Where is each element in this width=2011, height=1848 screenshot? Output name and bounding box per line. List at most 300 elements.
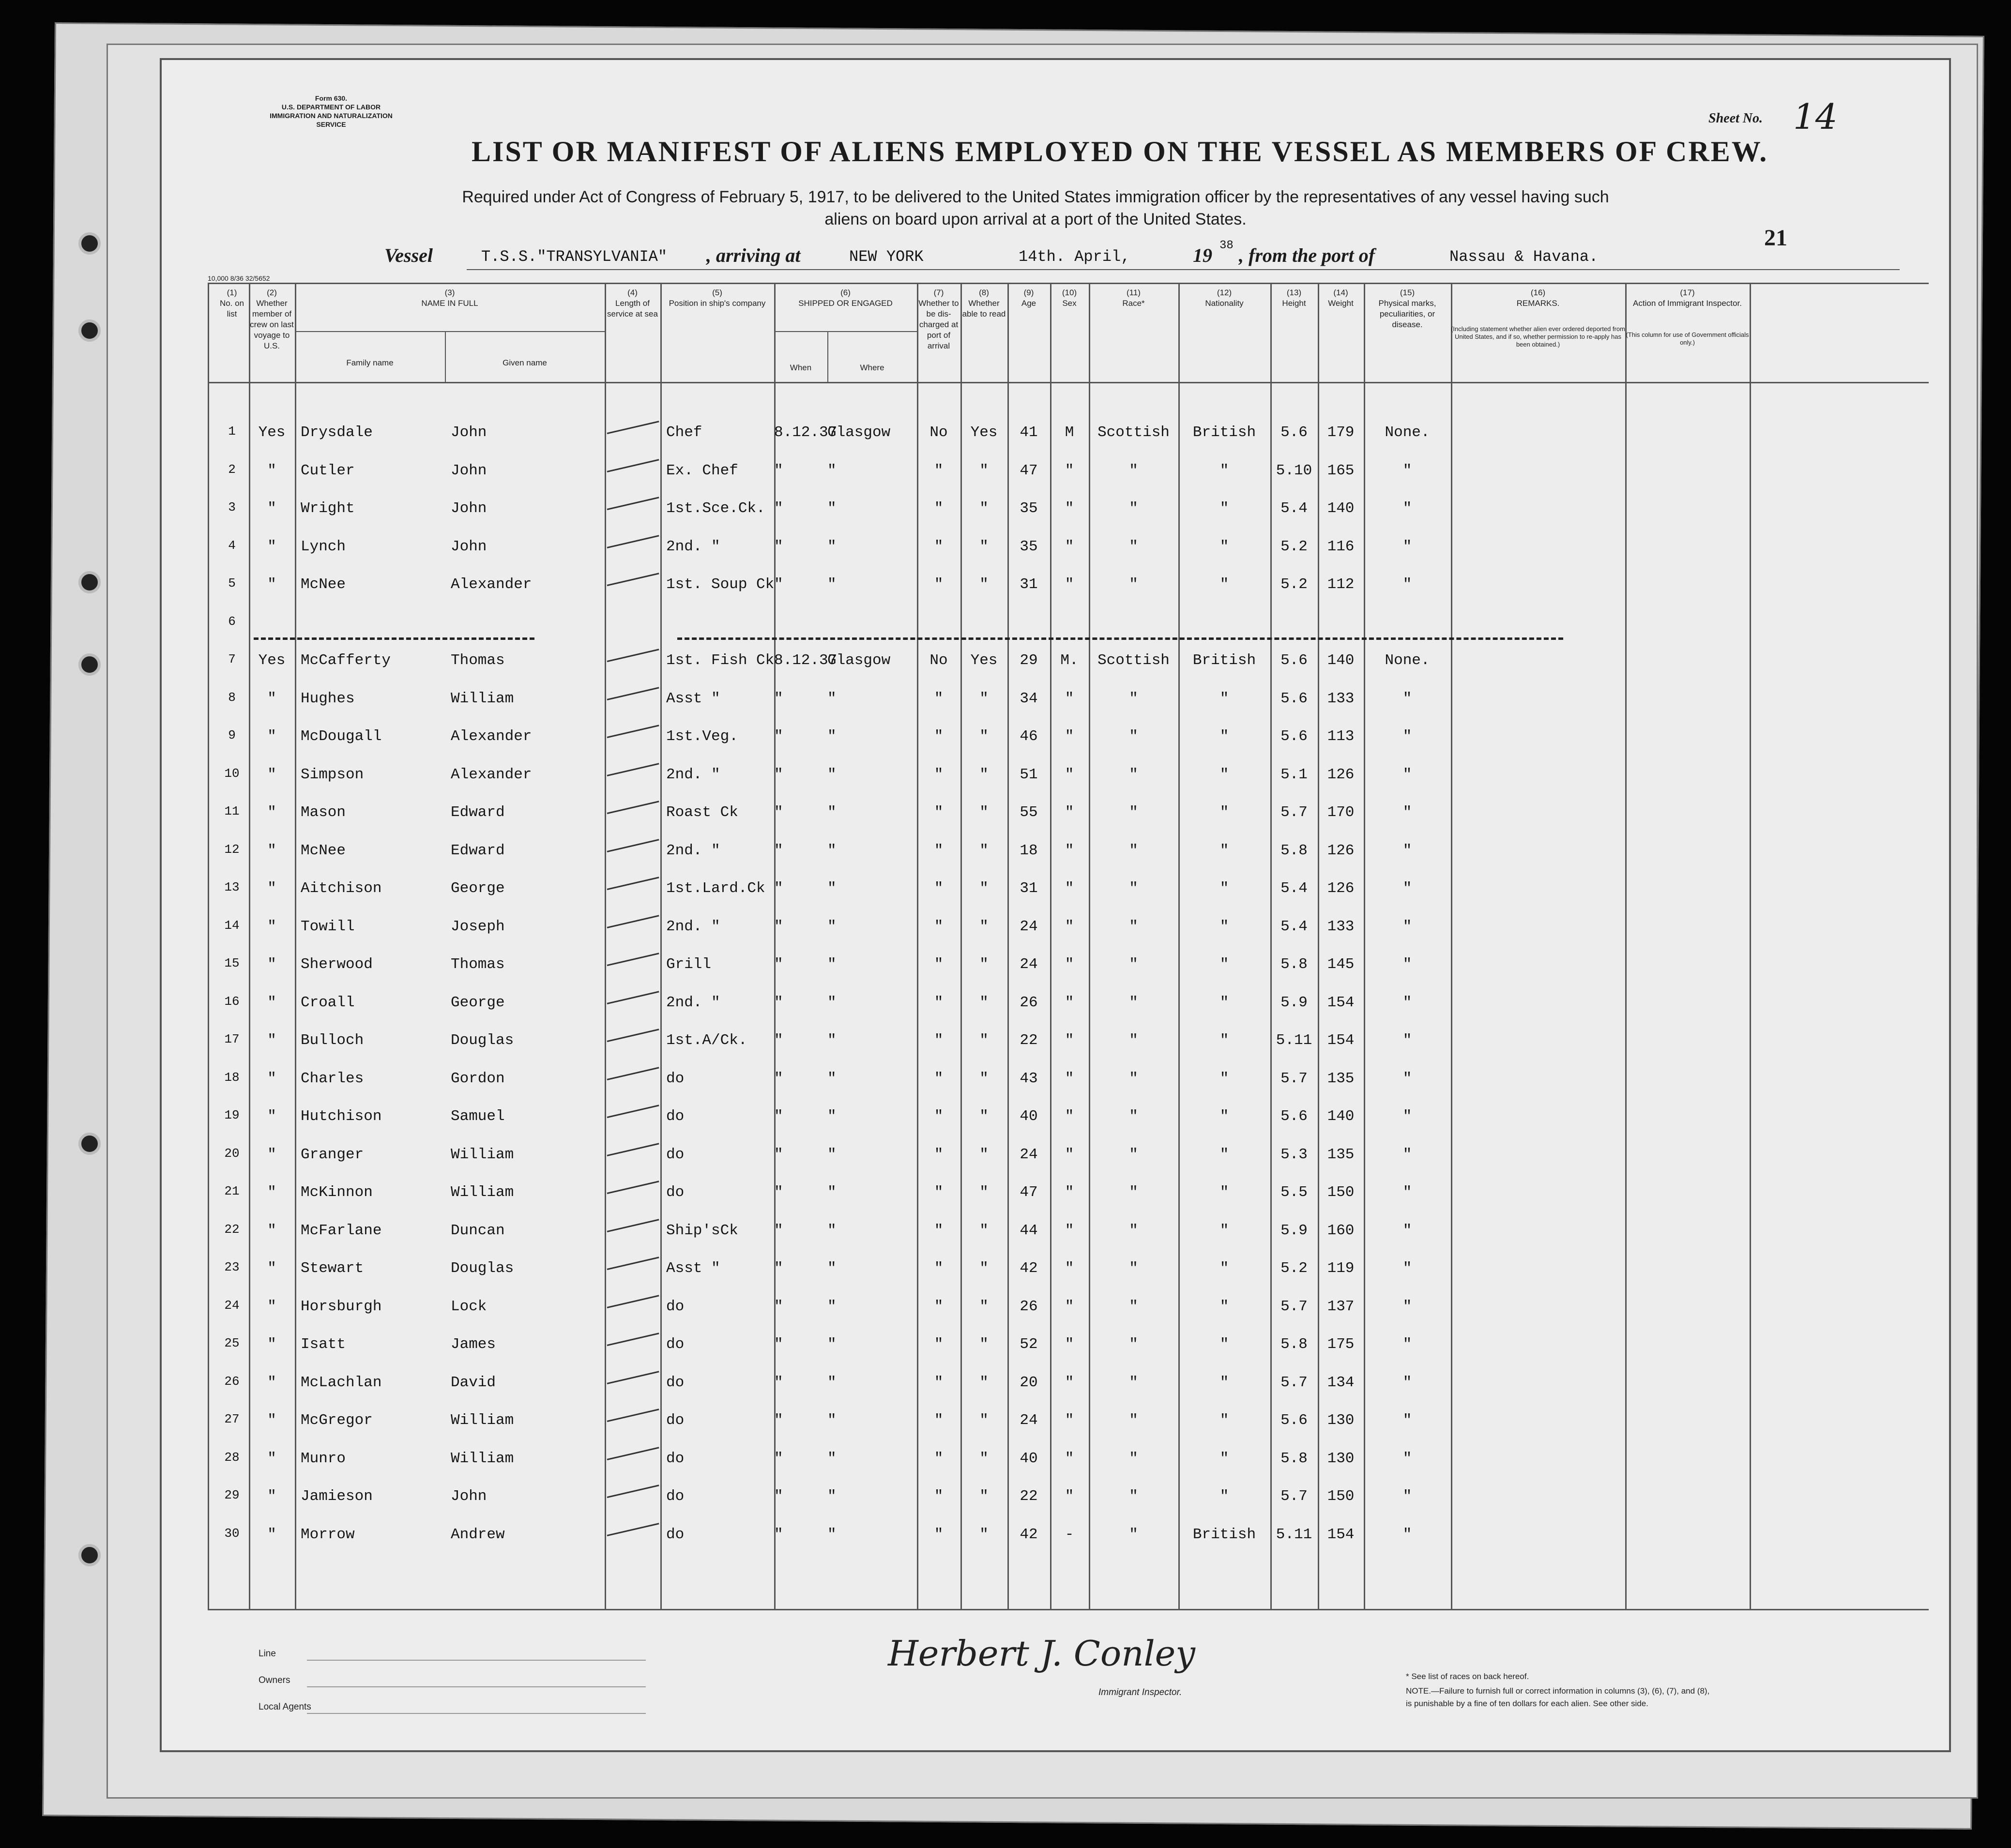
column-label: Height [1282,299,1306,308]
cell-crew: " [267,576,276,593]
cell-family: Cutler [301,462,355,479]
cell-crew: " [267,1184,276,1201]
cell-nationality: " [1219,1108,1229,1125]
cell-family: Drysdale [301,424,373,441]
cell-nationality: " [1219,994,1229,1011]
cell-read: " [979,1108,989,1125]
cell-weight: 126 [1327,842,1355,859]
column-number: (6) [840,288,851,297]
column-label: REMARKS. [1516,299,1560,308]
cell-nationality: " [1219,1374,1229,1391]
cell-nationality: " [1219,1336,1229,1353]
column-divider [1364,283,1365,1609]
cell-discharged: " [934,1260,944,1277]
cell-position: do [666,1336,685,1353]
cell-crew: " [267,1526,276,1543]
cell-when: 8.12.37 [774,424,838,441]
cell-read: " [979,500,989,517]
cell-crew: " [267,1260,276,1277]
page-reference: 21 [1764,225,1787,251]
cell-where: " [827,1488,837,1505]
cell-read: " [979,1222,989,1239]
cell-race: " [1129,1070,1138,1087]
cell-crew: " [267,1374,276,1391]
cell-position: do [666,1298,685,1315]
cell-given: Thomas [451,652,505,669]
cell-read: " [979,1146,989,1163]
cell-position: do [666,1070,685,1087]
cell-discharged: " [934,1374,944,1391]
cell-crew: Yes [258,424,286,441]
cell-no: 22 [224,1222,240,1237]
column-number: (10) [1062,288,1077,297]
service-length-mark [607,573,659,586]
cell-age: 42 [1020,1526,1038,1543]
cell-read: " [979,1412,989,1429]
cell-race: " [1129,1222,1138,1239]
cell-position: do [666,1450,685,1467]
arrival-date: 14th. April, [1019,248,1130,266]
cell-age: 26 [1020,994,1038,1011]
cell-sex: " [1065,804,1074,821]
page-title: LIST OR MANIFEST OF ALIENS EMPLOYED ON THE VESSEL AS MEMBERS OF CREW. [472,136,1768,167]
cell-marks: " [1402,804,1412,821]
cell-given: William [451,1450,514,1467]
column-header [1178,288,1270,309]
cell-sex: - [1065,1526,1074,1543]
cell-weight: 126 [1327,766,1355,783]
cell-marks: " [1402,1260,1412,1277]
cell-discharged: " [934,1184,944,1201]
cell-given: Alexander [451,728,532,745]
cell-nationality: " [1219,1222,1229,1239]
cell-when: " [774,1374,783,1391]
cell-marks: " [1402,576,1412,593]
service-length-mark [607,1484,659,1498]
cell-height: 5.6 [1280,1108,1308,1125]
cell-given: Samuel [451,1108,505,1125]
cell-no: 24 [224,1298,240,1313]
cell-where: " [827,1070,837,1087]
cell-read: " [979,1488,989,1505]
cell-height: 5.10 [1276,462,1312,479]
cell-no: 18 [224,1070,240,1085]
column-header [917,288,960,351]
binder-hole-icon [78,571,101,593]
cell-given: James [451,1336,496,1353]
service-length-mark [607,953,659,966]
year-suffix: 38 [1219,239,1234,252]
cell-nationality: " [1219,766,1229,783]
cell-given: William [451,1184,514,1201]
cell-no: 11 [224,804,240,818]
column-number: (3) [444,288,455,297]
cell-weight: 154 [1327,1032,1355,1049]
cell-crew: " [267,1146,276,1163]
cell-given: Alexander [451,576,532,593]
cell-crew: " [267,918,276,935]
subtitle-line-2: aliens on board upon arrival at a port of the United States. [824,210,1247,228]
cell-weight: 133 [1327,918,1355,935]
vessel-underline [467,269,1900,270]
column-label: Whether member of crew on last voyage to U.S. [250,299,294,350]
cell-where: " [827,500,837,517]
cell-discharged: " [934,728,944,745]
cell-race: " [1129,956,1138,973]
print-code: 10,000 8/36 32/5652 [208,274,270,282]
cell-where: " [827,1412,837,1429]
column-divider [295,283,296,1609]
cell-nationality: " [1219,576,1229,593]
cell-when: " [774,804,783,821]
cell-no: 9 [228,728,236,742]
cell-position: 2nd. " [666,766,720,783]
cell-discharged: " [934,880,944,897]
column-label: Weight [1328,299,1354,308]
cell-marks: " [1402,994,1412,1011]
cell-no: 17 [224,1032,240,1046]
cell-no: 2 [228,462,236,477]
cell-where: Glasgow [827,424,891,441]
cell-height: 5.9 [1280,1222,1308,1239]
service-length-mark [607,1181,659,1194]
cell-discharged: " [934,576,944,593]
cell-race: " [1129,690,1138,707]
cell-sex: " [1065,728,1074,745]
cell-crew: " [267,1032,276,1049]
cell-age: 52 [1020,1336,1038,1353]
column-number: (4) [627,288,638,297]
cell-race: " [1129,994,1138,1011]
binder-hole-icon [78,319,101,342]
cell-where: " [827,766,837,783]
column-number: (15) [1400,288,1415,297]
cell-where: " [827,462,837,479]
cell-read: " [979,1184,989,1201]
cell-position: 2nd. " [666,918,720,935]
cell-family: McNee [301,576,346,593]
service-length-mark [607,1295,659,1308]
cell-sex: " [1065,1070,1074,1087]
cell-position: 2nd. " [666,842,720,859]
column-divider [208,283,209,1609]
cell-no: 14 [224,918,240,933]
service-length-mark [607,991,659,1004]
cell-given: Lock [451,1298,487,1315]
column-number: (11) [1127,288,1141,297]
cell-crew: " [267,1108,276,1125]
cell-age: 46 [1020,728,1038,745]
cell-marks: " [1402,728,1412,745]
cell-nationality: " [1219,804,1229,821]
cell-crew: " [267,1412,276,1429]
cell-given: Douglas [451,1032,514,1049]
cell-where: " [827,1222,837,1239]
table-bottom-border [208,1609,1929,1610]
cell-height: 5.2 [1280,538,1308,555]
column-divider [1270,283,1272,1609]
cell-family: Granger [301,1146,364,1163]
cell-race: " [1129,1526,1138,1543]
cell-when: " [774,538,783,555]
cell-crew: " [267,842,276,859]
column-header [1089,288,1178,309]
cell-position: Roast Ck [666,804,738,821]
cell-age: 40 [1020,1108,1038,1125]
cell-age: 42 [1020,1260,1038,1277]
cell-when: 8.12.37 [774,652,838,669]
cell-crew: " [267,1450,276,1467]
cell-no: 15 [224,956,240,970]
cell-height: 5.9 [1280,994,1308,1011]
cell-age: 24 [1020,918,1038,935]
cell-race: " [1129,1374,1138,1391]
cell-marks: " [1402,956,1412,973]
cell-family: McLachlan [301,1374,382,1391]
cell-family: Croall [301,994,355,1011]
cell-weight: 140 [1327,500,1355,517]
column-header [774,358,827,373]
cell-race: " [1129,1108,1138,1125]
cell-sex: " [1065,500,1074,517]
column-header [1625,331,1750,347]
cell-read: Yes [970,652,998,669]
cell-when: " [774,1526,783,1543]
cell-discharged: " [934,462,944,479]
cell-where: " [827,1108,837,1125]
cell-weight: 113 [1327,728,1355,745]
cell-when: " [774,918,783,935]
cell-when: " [774,576,783,593]
column-divider [1007,283,1009,1609]
cell-where: " [827,576,837,593]
column-divider [1089,283,1090,1609]
column-header [1364,288,1451,330]
cell-position: Asst " [666,1260,720,1277]
arriving-port: NEW YORK [849,248,924,266]
cell-family: Isatt [301,1336,346,1353]
cell-marks: " [1402,766,1412,783]
cell-family: McNee [301,842,346,859]
cell-race: " [1129,728,1138,745]
cell-discharged: " [934,1070,944,1087]
column-header [1007,288,1050,309]
cell-where: " [827,1450,837,1467]
service-length-mark [607,725,659,738]
cell-nationality: " [1219,956,1229,973]
cell-height: 5.7 [1280,1070,1308,1087]
sheet-label: Sheet No. [1708,111,1763,126]
cell-marks: " [1402,918,1412,935]
service-length-mark [607,877,659,890]
column-header [605,288,660,319]
cell-weight: 170 [1327,804,1355,821]
cell-marks: " [1402,1412,1412,1429]
line-field [307,1660,646,1661]
cell-no: 4 [228,538,236,553]
cell-where: " [827,842,837,859]
cell-crew: " [267,956,276,973]
cell-discharged: " [934,690,944,707]
cell-read: " [979,1260,989,1277]
cell-given: John [451,462,487,479]
cell-position: Chef [666,424,702,441]
cell-crew: " [267,1222,276,1239]
column-number: (2) [267,288,277,297]
races-note: * See list of races on back hereof. [1406,1672,1529,1681]
cell-marks: " [1402,1108,1412,1125]
service-length-mark [607,687,659,700]
column-number: (16) [1530,288,1546,297]
column-label: Action of Immigrant Inspector. [1633,299,1742,308]
column-label: Where [860,363,884,372]
service-length-mark [607,1333,659,1346]
cell-when: " [774,1146,783,1163]
cell-sex: " [1065,1488,1074,1505]
cell-age: 18 [1020,842,1038,859]
cell-family: Stewart [301,1260,364,1277]
cell-position: 1st.A/Ck. [666,1032,747,1049]
cell-crew: " [267,500,276,517]
column-divider [249,283,250,1609]
cell-sex: " [1065,538,1074,555]
cell-height: 5.3 [1280,1146,1308,1163]
cell-race: " [1129,1336,1138,1353]
service-name: IMMIGRATION AND NATURALIZATION SERVICE [270,112,393,128]
column-divider [605,283,606,1609]
arriving-label: , arriving at [706,244,801,266]
cell-weight: 140 [1327,652,1355,669]
cell-position: 2nd. " [666,538,720,555]
cell-nationality: " [1219,842,1229,859]
cell-age: 41 [1020,424,1038,441]
cell-race: " [1129,462,1138,479]
cell-discharged: " [934,994,944,1011]
cell-nationality: " [1219,1450,1229,1467]
cell-when: " [774,690,783,707]
cell-where: " [827,1526,837,1543]
cell-sex: " [1065,1336,1074,1353]
cell-weight: 130 [1327,1450,1355,1467]
cell-height: 5.6 [1280,652,1308,669]
column-label: Length of service at sea [607,299,658,318]
cell-weight: 133 [1327,690,1355,707]
cell-marks: None. [1385,424,1430,441]
page-subtitle [321,186,1750,230]
cell-race: " [1129,576,1138,593]
column-divider [1750,283,1751,1609]
column-header [1625,288,1750,309]
cell-no: 23 [224,1260,240,1274]
cell-race: " [1129,1298,1138,1315]
cell-weight: 135 [1327,1146,1355,1163]
cell-where: " [827,1336,837,1353]
cell-where: " [827,1298,837,1315]
cell-given: John [451,538,487,555]
cell-read: " [979,538,989,555]
cell-marks: None. [1385,652,1430,669]
cell-marks: " [1402,1146,1412,1163]
cell-read: " [979,994,989,1011]
cell-sex: " [1065,918,1074,935]
cell-read: " [979,1374,989,1391]
cell-weight: 126 [1327,880,1355,897]
owners-label: Owners [259,1675,290,1685]
cell-nationality: " [1219,1488,1229,1505]
cell-read: " [979,576,989,593]
cell-weight: 160 [1327,1222,1355,1239]
cell-given: Gordon [451,1070,505,1087]
sheet-number: 14 [1793,96,1838,137]
cell-discharged: " [934,918,944,935]
cell-marks: " [1402,842,1412,859]
cell-given: Duncan [451,1222,505,1239]
cell-weight: 154 [1327,994,1355,1011]
cell-discharged: " [934,956,944,973]
cell-nationality: British [1192,1526,1256,1543]
cell-crew: " [267,804,276,821]
cell-weight: 165 [1327,462,1355,479]
column-divider [960,283,962,1609]
column-header [1451,288,1625,309]
cell-discharged: " [934,1488,944,1505]
cell-marks: " [1402,1488,1412,1505]
cell-crew: " [267,728,276,745]
cell-position: Ship'sCk [666,1222,738,1239]
cell-race: " [1129,1450,1138,1467]
cell-read: " [979,1298,989,1315]
cell-read: " [979,1336,989,1353]
column-header [1318,288,1364,309]
cell-position: do [666,1488,685,1505]
cell-family: Charles [301,1070,364,1087]
cell-no: 6 [228,614,236,629]
column-label: Race* [1122,299,1145,308]
cell-marks: " [1402,880,1412,897]
cell-where: " [827,918,837,935]
cell-height: 5.8 [1280,1336,1308,1353]
cell-no: 7 [228,652,236,666]
service-length-mark [607,1257,659,1270]
cell-age: 51 [1020,766,1038,783]
cell-when: " [774,994,783,1011]
cell-height: 5.8 [1280,956,1308,973]
cell-height: 5.8 [1280,1450,1308,1467]
cell-race: " [1129,538,1138,555]
cell-crew: " [267,1298,276,1315]
cell-when: " [774,500,783,517]
cell-discharged: " [934,842,944,859]
cell-height: 5.7 [1280,804,1308,821]
cell-race: " [1129,918,1138,935]
cell-position: Asst " [666,690,720,707]
column-label: No. on list [219,299,244,318]
cell-no: 5 [228,576,236,591]
from-port: Nassau & Havana. [1449,248,1599,266]
cell-position: 1st.Sce.Ck. [666,500,765,517]
column-label: Position in ship's company [669,299,766,308]
cell-given: John [451,1488,487,1505]
cell-family: Wright [301,500,355,517]
cell-family: Morrow [301,1526,355,1543]
row-6-dash-left [254,637,534,640]
cell-family: McDougall [301,728,382,745]
cell-race: " [1129,1032,1138,1049]
cell-sex: " [1065,880,1074,897]
cell-no: 20 [224,1146,240,1161]
column-header [295,353,445,368]
service-length-mark [607,1067,659,1080]
